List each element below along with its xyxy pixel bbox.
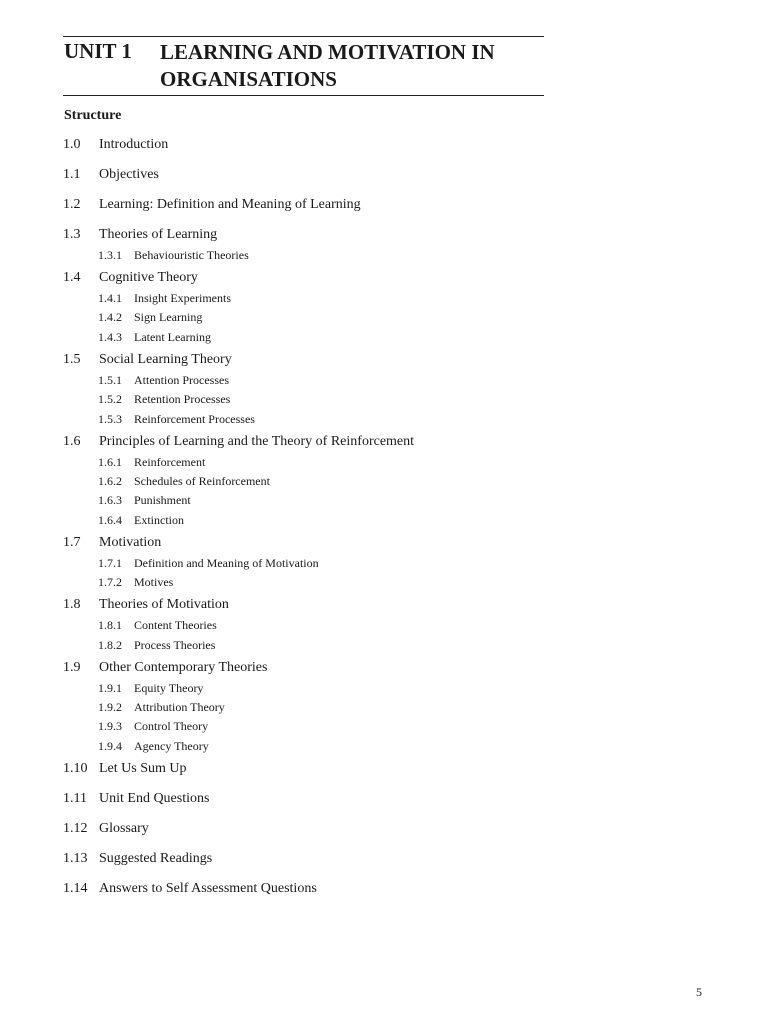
toc-subitem-number: 1.9.4	[98, 738, 122, 753]
toc-item-number: 1.10	[63, 760, 88, 776]
toc-item-number: 1.13	[63, 850, 88, 866]
toc-subitem-label: Attribution Theory	[134, 700, 225, 714]
toc-item-number: 1.5	[63, 351, 81, 367]
toc-subitem-number: 1.8.1	[98, 618, 122, 633]
toc-item-number: 1.11	[63, 790, 87, 806]
toc-subitem-label: Punishment	[134, 493, 191, 508]
toc-item-label: Social Learning Theory	[99, 351, 232, 367]
toc-subitem-number: 1.9.2	[98, 700, 122, 714]
toc-subitem-label: Schedules of Reinforcement	[134, 474, 270, 488]
toc-item-number: 1.8	[63, 597, 81, 613]
toc-subitem-number: 1.9.1	[98, 680, 122, 695]
toc-item-label: Cognitive Theory	[99, 270, 198, 285]
toc-subitem-label: Definition and Meaning of Motivation	[134, 555, 319, 570]
toc-item-label: Introduction	[99, 137, 169, 152]
toc-subitem-number: 1.5.1	[98, 372, 122, 387]
toc-subitem-number: 1.7.1	[98, 555, 122, 570]
toc-subitem-label: Reinforcement	[134, 454, 206, 469]
toc-subitem-label: Reinforcement Processes	[134, 411, 255, 426]
toc-subitem-number: 1.4.1	[98, 291, 122, 305]
toc-item-number: 1.1	[63, 167, 81, 182]
toc-subitem-number: 1.6.3	[98, 493, 122, 508]
toc-item-number: 1.7	[63, 534, 81, 550]
toc-item-number: 1.14	[63, 880, 88, 896]
toc-subitem-label: Retention Processes	[134, 392, 231, 407]
unit-header	[63, 36, 544, 96]
toc-item-label: Suggested Readings	[99, 850, 213, 866]
toc-subitem-number: 1.6.1	[98, 454, 122, 469]
unit-number: UNIT 1	[64, 39, 132, 63]
toc-item-number: 1.12	[63, 820, 88, 836]
toc-subitem-label: Process Theories	[134, 637, 216, 652]
toc-subitem-number: 1.6.4	[98, 512, 122, 527]
toc-subitem-number: 1.4.2	[98, 310, 122, 325]
toc-subitem-label: Behaviouristic Theories	[134, 248, 249, 262]
toc-subitem-number: 1.6.2	[98, 474, 122, 488]
unit-title	[160, 39, 540, 93]
toc-item-label: Motivation	[99, 534, 162, 550]
toc-item-label: Theories of Motivation	[99, 597, 229, 613]
toc-item-label: Unit End Questions	[99, 790, 210, 806]
toc-subitem-label: Agency Theory	[134, 738, 209, 753]
toc-subitem-label: Equity Theory	[134, 680, 204, 695]
unit-title-line-2: ORGANISATIONS	[160, 67, 337, 91]
toc-item-number: 1.2	[63, 197, 81, 212]
toc-subitem-label: Attention Processes	[134, 372, 229, 387]
structure-heading: Structure	[64, 108, 122, 123]
toc-subitem-number: 1.7.2	[98, 575, 122, 590]
toc-item-number: 1.0	[63, 137, 81, 152]
toc-item-label: Let Us Sum Up	[99, 760, 187, 776]
toc-item-number: 1.9	[63, 659, 81, 675]
toc-item-label: Theories of Learning	[99, 227, 218, 242]
toc-subitem-number: 1.5.3	[98, 411, 122, 426]
toc-item-label: Glossary	[99, 820, 149, 836]
toc-subitem-number: 1.5.2	[98, 392, 122, 407]
toc-subitem-label: Control Theory	[134, 719, 209, 734]
toc-item-number: 1.6	[63, 433, 81, 449]
unit-title-line-1: LEARNING AND MOTIVATION IN	[160, 40, 495, 64]
toc-item-label: Answers to Self Assessment Questions	[99, 880, 317, 896]
toc-subitem-label: Content Theories	[134, 618, 217, 633]
toc-subitem-number: 1.4.3	[98, 329, 122, 344]
toc-subitem-number: 1.9.3	[98, 719, 122, 734]
toc-subitem-label: Motives	[134, 575, 174, 590]
toc-subitem-label: Latent Learning	[134, 329, 211, 344]
toc-subitem-label: Sign Learning	[134, 310, 203, 325]
page-number: 5	[696, 985, 702, 999]
toc-subitem-label: Extinction	[134, 512, 184, 527]
toc-item-label: Principles of Learning and the Theory of Reinforcement	[99, 433, 415, 449]
toc-subitem-number: 1.3.1	[98, 248, 122, 262]
toc-item-number: 1.3	[63, 227, 81, 242]
toc-subitem-label: Insight Experiments	[134, 291, 231, 305]
toc-item-number: 1.4	[63, 270, 81, 285]
toc-subitem-number: 1.8.2	[98, 637, 122, 652]
toc-item-label: Objectives	[99, 167, 159, 182]
toc-item-label: Other Contemporary Theories	[99, 659, 268, 675]
toc-item-label: Learning: Definition and Meaning of Learning	[99, 197, 361, 212]
